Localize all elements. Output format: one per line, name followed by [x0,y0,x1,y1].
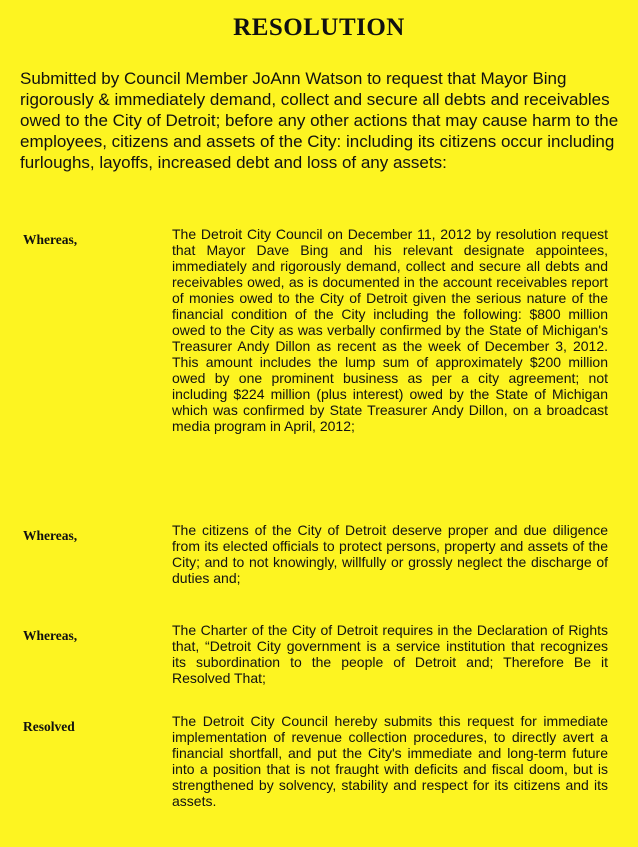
clause-label-whereas-2: Whereas, [23,528,78,543]
clause-body-whereas-2: The citizens of the City of Detroit deserve proper and due diligence from its elected officials to protect persons, property and assets of the City; and to not knowingly, willfully or grossly neglect the discharge of duties and; [172,522,608,586]
clause-label-resolved: Resolved [23,719,75,734]
resolution-title: RESOLUTION [233,14,405,41]
clause-label-whereas-3: Whereas, [23,628,78,643]
clause-body-resolved: The Detroit City Council hereby submits this request for immediate implementation of revenue collection procedures, to directly avert a financial shortfall, and put the City's immediate and long-term future into a position that is not fraught with deficits and fiscal doom, but is strengthened by solvency, stability and respect for its citizens and its assets. [172,713,608,809]
clause-body-whereas-1: The Detroit City Council on December 11, 2012 by resolution request that Mayor Dave Bing and his relevant designate appointees, immediately and rigorously demand, collect and secure all debts and receivables owed, as is documented in the account receivables report of monies owed to the City of Detroit given the serious nature of the financial condition of the City including the following: $800 million owed to the City as was verbally confirmed by the State of Michigan's Treasurer Andy Dillon as recent as the week of December 3, 2012. This amount includes the lump sum of approximately $200 million owed by one prominent business as per a city agreement; not including $224 million (plus interest) owed by the State of Michigan which was confirmed by State Treasurer Andy Dillon, on a broadcast media program in April, 2012; [172,226,608,434]
intro-paragraph: Submitted by Council Member JoAnn Watson to request that Mayor Bing rigorously & immediately demand, collect and secure all debts and receivables owed to the City of Detroit; before any other actions that may cause harm to the employees, citizens and assets of the City: including its citizens occur including furloughs, layoffs, increased debt and loss of any assets: [20,69,619,172]
clause-label-whereas-1: Whereas, [23,232,78,247]
clause-body-whereas-3: The Charter of the City of Detroit requires in the Declaration of Rights that, “Detroit City government is a service institution that recognizes its subordination to the people of Detroit and; Therefore Be it Resolved That; [172,622,608,686]
